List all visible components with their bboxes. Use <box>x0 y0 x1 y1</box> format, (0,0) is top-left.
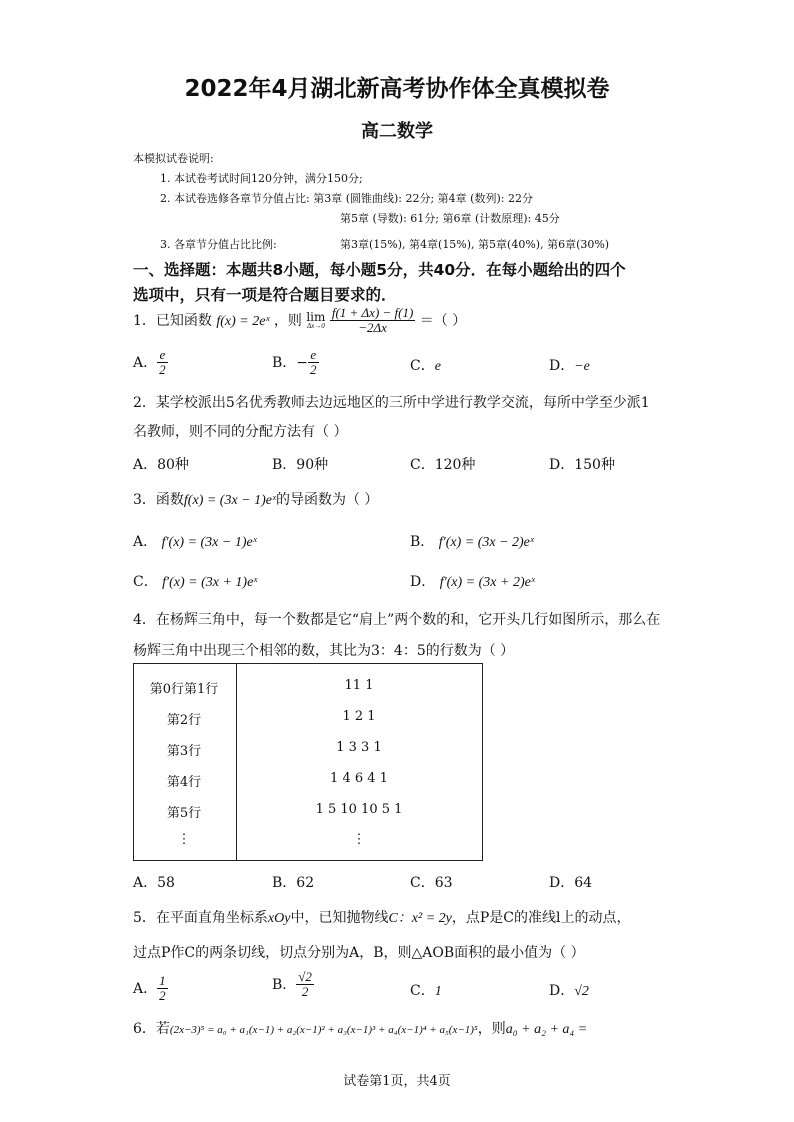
q3-suffix: 的导函数为（ ） <box>275 492 379 508</box>
row-label: ⋮ <box>177 832 191 847</box>
q2-line1: 2．某学校派出5名优秀教师去边远地区的三所中学进行教学交流，每所中学至少派1 <box>133 395 650 411</box>
exam-title: 2022年4月湖北新高考协作体全真模拟卷 <box>184 76 610 102</box>
q1-numerator: f(1 + Δx) − f(1) <box>331 305 414 320</box>
q3-prefix: 3．函数 <box>133 492 184 508</box>
q1-limit <box>306 311 325 330</box>
q1-function: f(x) = 2eˣ <box>216 313 270 329</box>
q5-option-b[interactable] <box>272 970 314 1000</box>
page-footer: 试卷第1页，共4页 <box>343 1074 451 1089</box>
question-6 <box>133 1018 587 1038</box>
q5-line1 <box>133 907 631 927</box>
q5-line2: 过点P作C的两条切线，切点分别为A，B，则△AOB面积的最小值为（ ） <box>133 945 585 961</box>
note-3b: 第3章(15%), 第4章(15%), 第5章(40%), 第6章(30%) <box>340 238 610 251</box>
section-heading-line2: 选项中，只有一项是符合题目要求的． <box>133 286 397 304</box>
question-1 <box>133 306 466 336</box>
q6-prefix: 6．若 <box>133 1021 170 1037</box>
frac-den: 2 <box>159 362 166 378</box>
option-text: 1 <box>434 984 442 999</box>
q1-option-a[interactable] <box>133 348 168 378</box>
option-text: f′(x) = (3x − 1)eˣ <box>161 535 257 550</box>
option-label: B． <box>272 354 297 371</box>
option-text: −e <box>574 359 590 374</box>
q5-text: 中，已知抛物线 <box>290 910 389 926</box>
q3-option-b[interactable] <box>410 531 534 551</box>
q4-option-c[interactable]: C．63 <box>410 875 453 891</box>
q1-suffix: ＝（ ） <box>419 312 467 329</box>
row-values: 1 2 1 <box>342 709 376 724</box>
option-label: A． <box>133 980 158 997</box>
q1-denominator: −2Δx <box>358 320 387 336</box>
q3-function: f(x) = (3x − 1)eˣ <box>183 493 276 508</box>
q2-option-b[interactable]: B．90种 <box>272 457 329 473</box>
q4-line1: 4．在杨辉三角中，每一个数都是它“肩上”两个数的和，它开头几行如图所示，那么在 <box>133 612 661 628</box>
q6-mid: ，则 <box>477 1021 506 1037</box>
option-label: D． <box>549 358 575 374</box>
q1-option-b[interactable] <box>272 348 319 378</box>
option-label: D． <box>410 574 436 590</box>
q5-curve: C：x² = 2y <box>388 911 452 926</box>
option-label: B． <box>272 976 297 993</box>
notes-heading: 本模拟试卷说明: <box>133 152 214 165</box>
row-label: 第4行 <box>166 775 202 790</box>
question-3 <box>133 489 378 509</box>
row-values: 11 1 <box>344 678 374 693</box>
frac-num: e <box>157 348 168 363</box>
option-text: e <box>434 359 441 374</box>
option-label: A． <box>133 534 158 550</box>
q3-option-c[interactable] <box>133 571 257 591</box>
row-label: 第2行 <box>166 713 202 728</box>
q1-option-d[interactable] <box>549 355 590 375</box>
frac-den: 2 <box>301 984 309 1000</box>
q4-option-b[interactable]: B．62 <box>272 875 315 891</box>
row-label: 第3行 <box>166 744 202 759</box>
option-text: f′(x) = (3x + 1)eˣ <box>162 575 258 590</box>
minus-sign: − <box>296 354 309 371</box>
q5-option-c[interactable] <box>410 980 442 1000</box>
q1-prefix: 1．已知函数 <box>133 312 212 329</box>
q6-ask: a₀ + a₂ + a₄ = <box>505 1022 588 1037</box>
note-3a: 3. 各章节分值占比比例: <box>160 238 277 251</box>
option-text: f′(x) = (3x − 2)eˣ <box>438 535 534 550</box>
option-label: A． <box>133 354 158 371</box>
q5-text: 5．在平面直角坐标系 <box>133 910 268 926</box>
note-2a: 2. 本试卷选修各章节分值占比: 第3章 (圆锥曲线): 22分; 第4章 (数列): 22分 <box>160 192 533 205</box>
q2-line2: 名教师，则不同的分配方法有（ ） <box>133 424 348 440</box>
q4-option-d[interactable]: D．64 <box>549 875 593 891</box>
q4-option-a[interactable]: A．58 <box>133 875 175 891</box>
q2-option-a[interactable]: A．80种 <box>133 457 189 473</box>
q3-option-a[interactable] <box>133 531 257 551</box>
option-label: D． <box>549 983 575 999</box>
q3-option-d[interactable] <box>410 571 535 591</box>
exam-subtitle: 高二数学 <box>361 121 433 142</box>
q1-lim-sub: Δx→0 <box>307 322 325 331</box>
option-label: C． <box>133 574 158 590</box>
row-label: 第0行第1行 <box>149 682 219 697</box>
note-1: 1. 本试卷考试时间120分钟，满分150分; <box>160 172 363 185</box>
row-label: 第5行 <box>166 806 202 821</box>
row-values: 1 3 3 1 <box>336 740 382 755</box>
yanghui-rows <box>133 663 483 861</box>
q5-a-fraction <box>157 974 168 1004</box>
q1-mid: ，则 <box>273 312 302 329</box>
frac-num: e <box>308 348 319 363</box>
option-text: f′(x) = (3x + 2)eˣ <box>439 575 535 590</box>
q5-option-a[interactable] <box>133 974 168 1004</box>
option-label: B． <box>410 534 435 550</box>
q1-option-c[interactable] <box>410 355 441 375</box>
frac-num: 1 <box>159 973 166 988</box>
option-label: C． <box>410 358 435 374</box>
q4-line2: 杨辉三角中出现三个相邻的数，其比为3：4：5的行数为（ ） <box>133 643 515 659</box>
q5-b-fraction <box>296 970 314 1000</box>
q6-expression: (2x−3)⁵ = a₀ + a₁(x−1) + a₂(x−1)² + a₃(x−1)³ + a₄(x−1)⁴ + a₅(x−1)⁵ <box>169 1024 478 1036</box>
q5-option-d[interactable] <box>549 980 589 1000</box>
q5-text: ，点P是C的准线l上的动点， <box>451 910 631 926</box>
row-values: 1 4 6 4 1 <box>330 771 388 786</box>
row-values: 1 5 10 10 5 1 <box>315 802 403 817</box>
frac-den: 2 <box>159 988 166 1004</box>
q2-option-d[interactable]: D．150种 <box>549 457 615 473</box>
q1-fraction <box>330 306 416 336</box>
row-values: ⋮ <box>352 832 366 847</box>
note-2b: 第5章 (导数): 61分; 第6章 (计数原理): 45分 <box>340 212 560 225</box>
q1-a-fraction <box>157 348 168 378</box>
q2-option-c[interactable]: C．120种 <box>410 457 476 473</box>
option-label: C． <box>410 983 435 999</box>
option-text: √2 <box>574 984 589 999</box>
q1-lim-text: lim <box>306 310 326 325</box>
frac-num: √2 <box>298 969 312 984</box>
q5-coord: xOy <box>267 911 291 926</box>
q1-b-fraction <box>308 348 319 378</box>
section-heading-line1: 一、选择题：本题共8小题，每小题5分，共40分．在每小题给出的四个 <box>133 261 626 279</box>
frac-den: 2 <box>310 362 317 378</box>
